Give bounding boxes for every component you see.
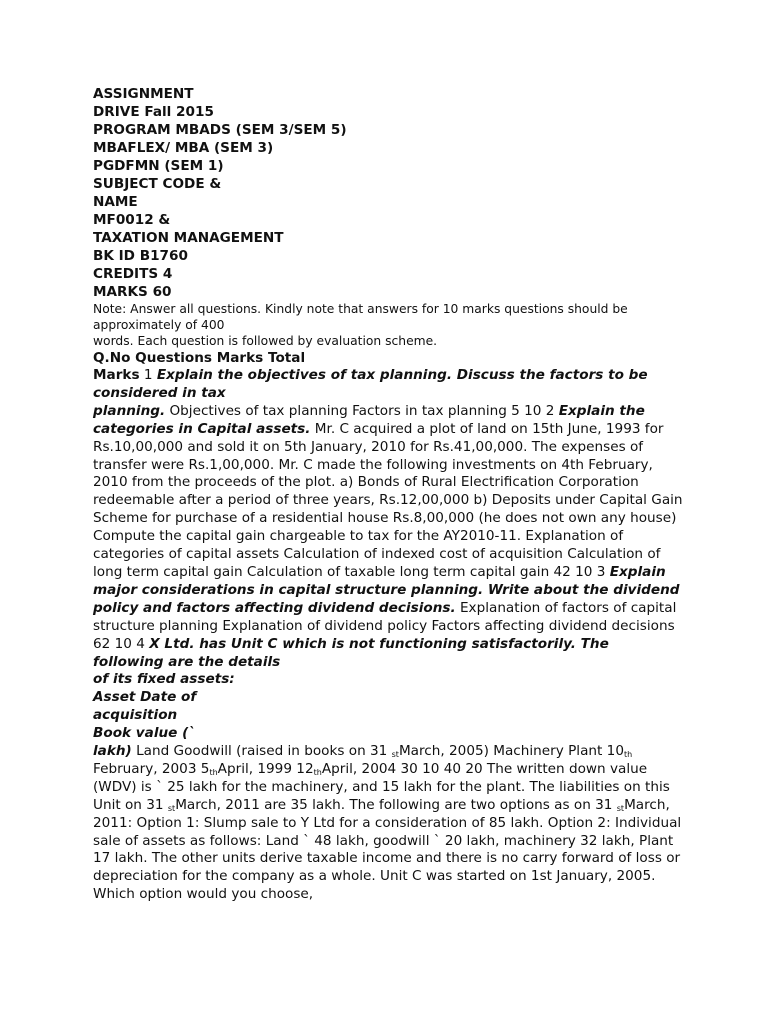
header-line: MF0012 & [93, 212, 171, 228]
ordinal-suffix: th [209, 767, 218, 777]
note-block [93, 301, 683, 349]
header-line: MBAFLEX/ MBA (SEM 3) [93, 140, 274, 156]
marks-label: Marks [93, 367, 140, 383]
ordinal-suffix: th [623, 750, 633, 760]
header-line: MARKS 60 [93, 284, 172, 300]
table-heading-book-value: Book value (` [93, 725, 196, 742]
header-line: SUBJECT CODE & [93, 176, 222, 192]
header-line: BK ID B1760 [93, 248, 188, 264]
question-4-text-cont: of its fixed assets: [93, 671, 235, 688]
question-3-text: Explain major considerations in capital structure planning. Write about the dividend [93, 563, 680, 598]
question-1-scheme: Objectives of tax planning Factors in tax planning 5 10 2 [165, 402, 559, 419]
question-3-text-cont: policy and factors affecting dividend decisions. [93, 599, 456, 616]
question-1-text-cont: planning. [93, 402, 166, 419]
ordinal-suffix: st [391, 750, 399, 760]
table-heading-acquisition: acquisition [93, 707, 178, 724]
question-4-body: April, 2004 30 10 40 20 The written down value (WDV) is ` 25 lakh for the machinery, and 15 lakh for the plant. The liabilities on this Unit on 31 [93, 760, 670, 813]
note-line: Note: Answer all questions. Kindly note that answers for 10 marks questions should be [93, 302, 628, 316]
question-4-body: Land Goodwill (raised in books on 31 [131, 743, 392, 760]
header-line: DRIVE Fall 2015 [93, 104, 214, 120]
question-4-body: April, 1999 12 [217, 760, 314, 777]
ordinal-suffix: th [313, 767, 322, 777]
header-line: CREDITS 4 [93, 266, 173, 282]
question-4-body: March, 2011 are 35 lakh. The following are two options as on 31 [175, 796, 617, 813]
header-line: PGDFMN (SEM 1) [93, 158, 224, 174]
question-4-body: February, 2003 5 [93, 760, 210, 777]
table-heading-lakh: lakh) [93, 743, 132, 760]
question-4-body: March, 2011: Option 1: Slump sale to Y Ltd for a consideration of 85 lakh. Option 2: Individual sale of assets as follows: Land ` 48 lakh, goodwill ` 20 lakh, machinery 32 lakh, Plant 17 lakh. The other units derive taxable income and there is no carry forward of loss or depreciation for the company as a whole. Unit C was started on 1st January, 2005. Which option would you choose, [93, 796, 682, 903]
note-line: approximately of 400 [93, 318, 225, 332]
header-line: TAXATION MANAGEMENT [93, 230, 284, 246]
note-line: words. Each question is followed by evaluation scheme. [93, 334, 438, 348]
question-4-text: X Ltd. has Unit C which is not functioning satisfactorily. The following are the details [93, 635, 609, 670]
header-line: PROGRAM MBADS (SEM 3/SEM 5) [93, 122, 347, 138]
table-header: Q.No Questions Marks Total [93, 350, 306, 366]
questions-body [93, 367, 683, 904]
header-block [93, 85, 683, 301]
ordinal-suffix: st [616, 803, 625, 813]
table-heading-asset: Asset Date of [93, 689, 197, 706]
question-2-text: Explain the categories in Capital assets. [93, 402, 645, 437]
header-line: ASSIGNMENT [93, 86, 194, 102]
ordinal-suffix: st [167, 803, 176, 813]
header-line: NAME [93, 194, 138, 210]
question-number: 1 [139, 367, 157, 383]
question-3-scheme: Explanation of factors of capital structure planning Explanation of dividend policy Factors affecting dividend decisions 62 10 4 [93, 599, 677, 652]
question-2-body: Mr. C acquired a plot of land on 15th June, 1993 for Rs.10,00,000 and sold it on 5th January, 2010 for Rs.41,00,000. The expenses of transfer were Rs.1,00,000. Mr. C made the following investments on 4th February, 2010 from the proceeds of the plot. a) Bonds of Rural Electrification Corporation redeemable after a period of three years, Rs.12,00,000 b) Deposits under Capital Gain Scheme for purchase of a residential house Rs.8,00,000 (he does not own any house) Compute the capital gain chargeable to tax for the AY2010-11. Explanation of categories of capital assets Calculation of indexed cost of acquisition Calculation of long term capital gain Calculation of taxable long term capital gain 42 10 3 [93, 420, 683, 580]
question-4-body: March, 2005) Machinery Plant 10 [398, 743, 624, 760]
question-1-text: Explain the objectives of tax planning. Discuss the factors to be considered in tax [93, 367, 648, 401]
assignment-page [93, 85, 683, 904]
